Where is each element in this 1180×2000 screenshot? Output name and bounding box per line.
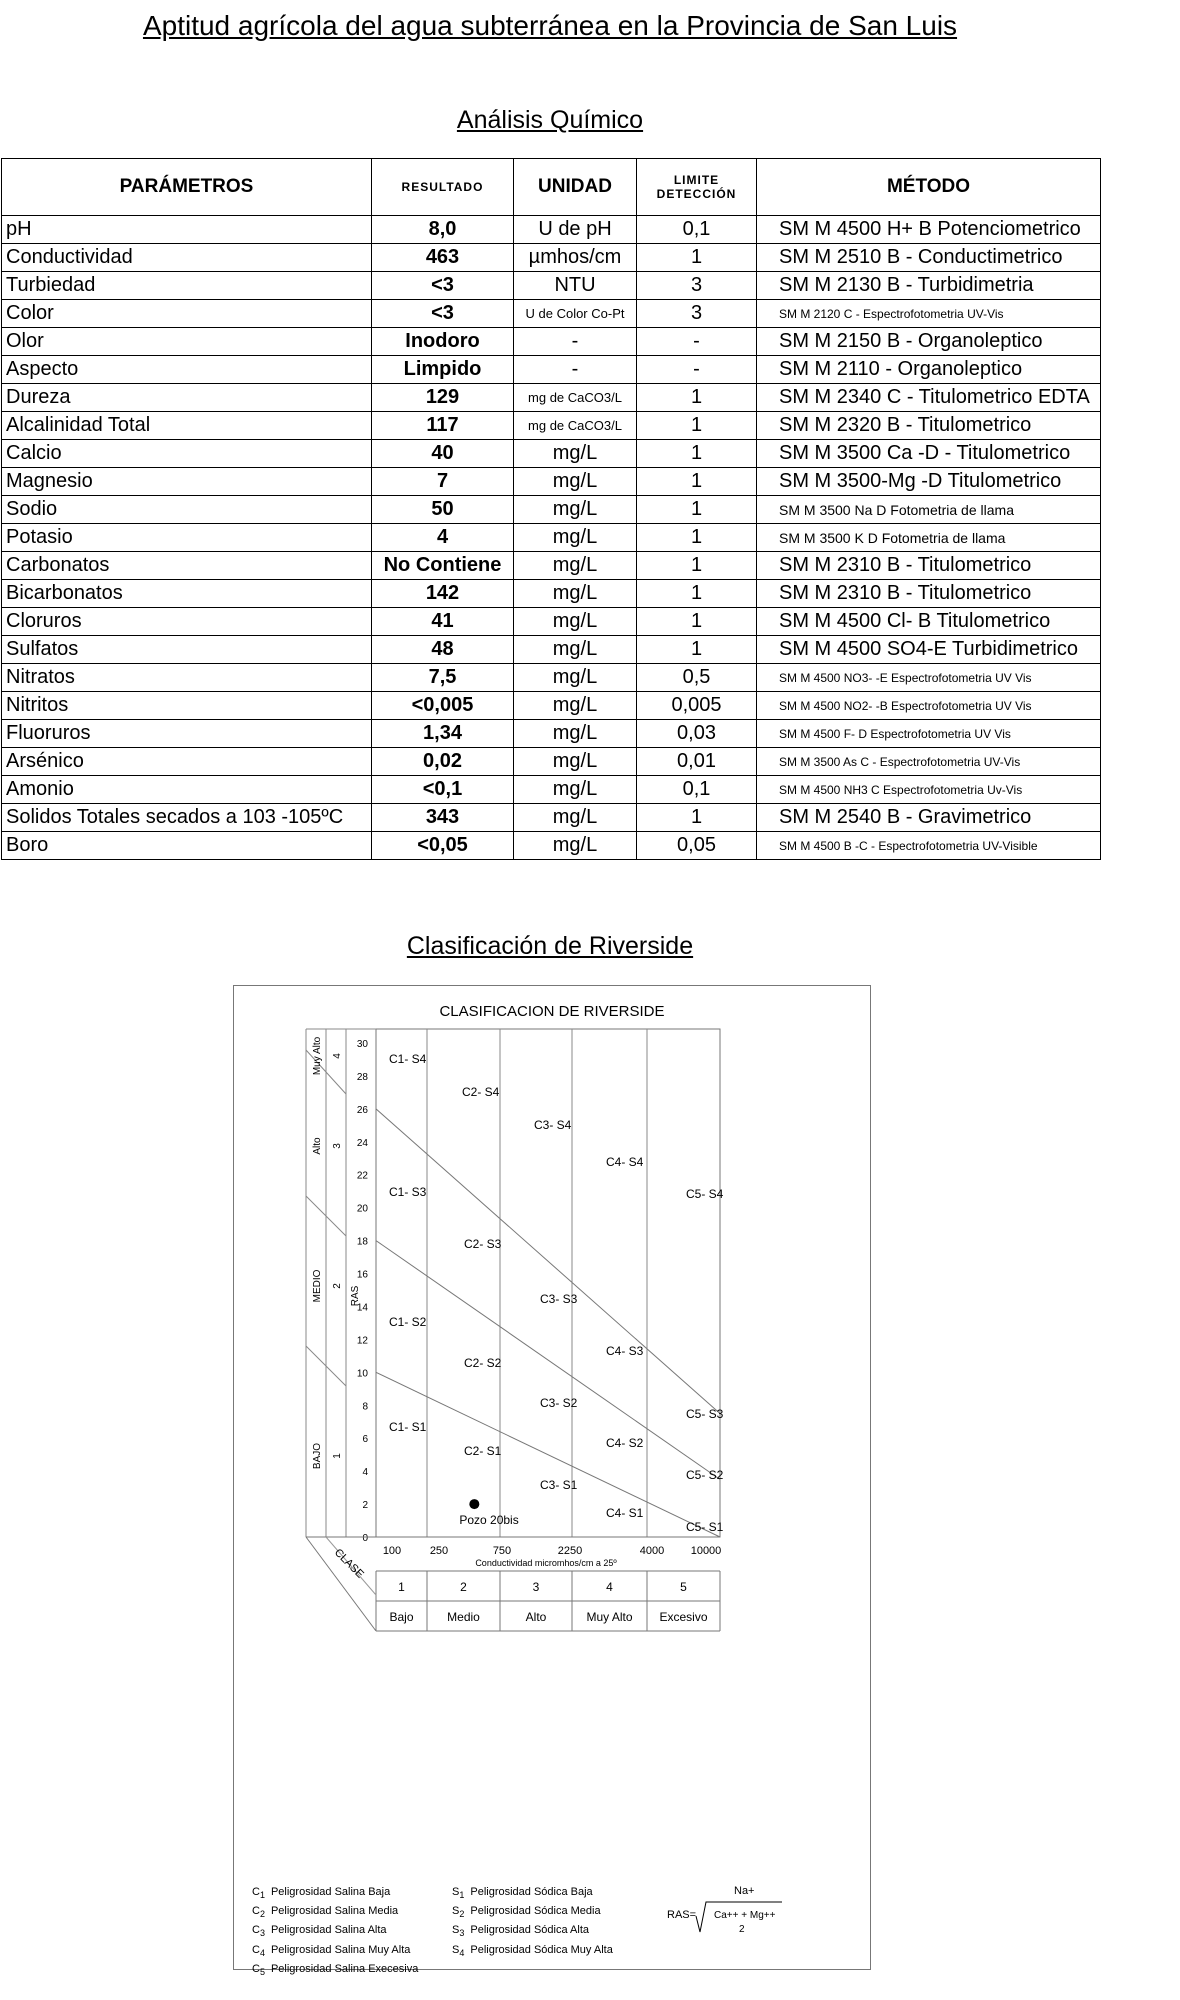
legend-code-sub: 2 — [459, 1909, 465, 1920]
table-row — [2, 776, 1101, 804]
ras-tick-label: 6 — [362, 1434, 368, 1446]
cell-method: SM M 3500 K D Fotometria de llama — [757, 524, 1101, 552]
ras-tick-label: 2 — [362, 1500, 368, 1512]
ras-tick-label: 14 — [356, 1302, 368, 1314]
zone-label: C5- S1 — [686, 1520, 724, 1534]
cell-unit: mg/L — [514, 580, 637, 608]
zone-label: C2- S1 — [464, 1444, 502, 1458]
sodic-level-word: Alto — [312, 1137, 323, 1155]
header-limit-line1: LIMITE — [673, 173, 720, 187]
cell-param: Alcalinidad Total — [2, 412, 372, 440]
legend-text: Peligrosidad Sódica Media — [470, 1905, 601, 1918]
sodicity-legend — [452, 1884, 613, 1961]
class-name: Medio — [447, 1610, 480, 1624]
cell-unit: - — [514, 328, 637, 356]
riverside-section-title: Clasificación de Riverside — [406, 932, 694, 960]
cell-unit: NTU — [514, 272, 637, 300]
class-number: 2 — [460, 1580, 467, 1594]
table-row — [2, 636, 1101, 664]
zone-label: C5- S4 — [686, 1187, 724, 1201]
cell-param: Color — [2, 300, 372, 328]
cell-param: Sulfatos — [2, 636, 372, 664]
analysis-section-title: Análisis Químico — [456, 106, 644, 134]
cell-param: pH — [2, 216, 372, 244]
table-row — [2, 328, 1101, 356]
cell-limit: 0,1 — [637, 776, 757, 804]
legend-code-sub: 2 — [259, 1909, 265, 1920]
legend-item — [452, 1942, 613, 1961]
cell-unit: mg/L — [514, 776, 637, 804]
ras-tick-label: 30 — [356, 1039, 368, 1050]
legend-code: S — [452, 1943, 460, 1956]
cell-param: Amonio — [2, 776, 372, 804]
table-row — [2, 608, 1101, 636]
cell-method: SM M 4500 NO3- -E Espectrofotometria UV Vis — [757, 664, 1101, 692]
class-name: Bajo — [389, 1610, 414, 1624]
cell-param: Fluoruros — [2, 720, 372, 748]
table-row — [2, 496, 1101, 524]
cell-limit: 1 — [637, 412, 757, 440]
cell-limit: 3 — [637, 272, 757, 300]
cell-method: SM M 3500 Na D Fotometria de llama — [757, 496, 1101, 524]
riverside-chart — [233, 985, 871, 1977]
cell-limit: 1 — [637, 804, 757, 832]
legend-item — [252, 1884, 418, 1903]
cell-method: SM M 4500 H+ B Potenciometrico — [757, 216, 1101, 244]
zone-label: C2- S2 — [464, 1356, 502, 1370]
legend-code: C — [252, 1905, 260, 1918]
zone-label: C1- S2 — [389, 1315, 427, 1329]
cell-param: Turbiedad — [2, 272, 372, 300]
cell-param: Dureza — [2, 384, 372, 412]
cell-result: Limpido — [372, 356, 514, 384]
cell-method: SM M 4500 NO2- -B Espectrofotometria UV Vis — [757, 692, 1101, 720]
legend-code-sub: 1 — [259, 1890, 265, 1901]
cell-limit: 1 — [637, 608, 757, 636]
cell-result: 343 — [372, 804, 514, 832]
legend-code-sub: 5 — [259, 1966, 265, 1977]
table-row — [2, 832, 1101, 860]
legend-text: Peligrosidad Salina Media — [270, 1905, 399, 1918]
cell-unit: µmhos/cm — [514, 244, 637, 272]
table-row — [2, 804, 1101, 832]
cell-unit: mg/L — [514, 552, 637, 580]
cell-result: 7,5 — [372, 664, 514, 692]
cell-unit: mg/L — [514, 636, 637, 664]
salinity-legend — [252, 1884, 418, 1980]
cell-limit: 1 — [637, 468, 757, 496]
cell-method: SM M 2340 C - Titulometrico EDTA — [757, 384, 1101, 412]
cell-limit: 1 — [637, 384, 757, 412]
cell-limit: 0,1 — [637, 216, 757, 244]
cell-method: SM M 2310 B - Titulometrico — [757, 580, 1101, 608]
table-row — [2, 524, 1101, 552]
chemical-analysis-table — [1, 158, 1101, 860]
cond-tick-label: 10000 — [690, 1545, 722, 1557]
zone-label: C3- S3 — [540, 1292, 578, 1306]
legend-item — [452, 1922, 613, 1941]
zone-label: C2- S4 — [462, 1085, 500, 1099]
header-method: MÉTODO — [757, 159, 1101, 216]
table-row — [2, 384, 1101, 412]
cell-limit: 1 — [637, 552, 757, 580]
legend-code-sub: 4 — [259, 1947, 265, 1958]
cond-tick-label: 250 — [429, 1545, 449, 1557]
cell-unit: - — [514, 356, 637, 384]
formula-denominator: Ca++ + Mg++ — [714, 1910, 776, 1921]
riverside-chart-svg — [234, 986, 870, 1969]
legend-code: C — [252, 1962, 260, 1975]
cell-param: Carbonatos — [2, 552, 372, 580]
cell-method: SM M 3500 As C - Espectrofotometria UV-Vis — [757, 748, 1101, 776]
table-row — [2, 468, 1101, 496]
cell-param: Solidos Totales secados a 103 -105ºC — [2, 804, 372, 832]
legend-text: Peligrosidad Salina Execesiva — [270, 1962, 419, 1975]
cell-result: Inodoro — [372, 328, 514, 356]
legend-code-sub: 3 — [259, 1928, 265, 1939]
legend-item — [252, 1961, 418, 1980]
formula-denominator-2: 2 — [739, 1924, 745, 1935]
cell-result: 463 — [372, 244, 514, 272]
zone-label: C5- S2 — [686, 1468, 724, 1482]
legend-code: S — [452, 1886, 460, 1898]
cond-axis-label: Conductividad micromhos/cm a 25º — [475, 1558, 617, 1568]
zone-label: C4- S4 — [606, 1155, 644, 1169]
legend-item — [252, 1903, 418, 1922]
cond-tick-label: 100 — [382, 1545, 402, 1557]
cell-limit: 1 — [637, 496, 757, 524]
cell-method: SM M 4500 SO4-E Turbidimetrico — [757, 636, 1101, 664]
cell-limit: - — [637, 356, 757, 384]
cell-param: Conductividad — [2, 244, 372, 272]
zone-label: C3- S1 — [540, 1478, 578, 1492]
formula-numerator: Na+ — [734, 1885, 755, 1897]
legend-code: C — [252, 1943, 260, 1956]
cell-result: No Contiene — [372, 552, 514, 580]
legend-item — [252, 1922, 418, 1941]
table-row — [2, 412, 1101, 440]
cell-unit: mg/L — [514, 720, 637, 748]
cell-result: 41 — [372, 608, 514, 636]
cell-param: Boro — [2, 832, 372, 860]
chart-title: CLASIFICACION DE RIVERSIDE — [439, 1003, 665, 1020]
cell-method: SM M 2130 B - Turbidimetria — [757, 272, 1101, 300]
cell-param: Nitratos — [2, 664, 372, 692]
legend-item — [452, 1903, 613, 1922]
zone-label: C4- S3 — [606, 1344, 644, 1358]
sodic-level-number: 3 — [332, 1143, 343, 1149]
ras-tick-label: 18 — [356, 1236, 368, 1248]
cell-unit: mg/L — [514, 692, 637, 720]
cell-limit: 1 — [637, 524, 757, 552]
ras-tick-label: 26 — [356, 1104, 368, 1116]
zone-label: C3- S4 — [534, 1118, 572, 1132]
sample-label: Pozo 20bis — [459, 1513, 519, 1528]
cell-unit: mg/L — [514, 496, 637, 524]
cell-result: 129 — [372, 384, 514, 412]
cell-param: Sodio — [2, 496, 372, 524]
ras-tick-label: 28 — [356, 1071, 368, 1083]
cell-result: <0,05 — [372, 832, 514, 860]
cell-method: SM M 4500 F- D Espectrofotometria UV Vis — [757, 720, 1101, 748]
table-row — [2, 664, 1101, 692]
sodic-level-number: 4 — [332, 1053, 343, 1059]
legend-text: Peligrosidad Sódica Baja — [470, 1886, 593, 1898]
cell-unit: mg/L — [514, 608, 637, 636]
ras-tick-label: 10 — [356, 1368, 368, 1380]
table-row — [2, 272, 1101, 300]
legend-code: C — [252, 1886, 260, 1898]
zone-label: C1- S4 — [389, 1052, 427, 1066]
cell-method: SM M 4500 NH3 C Espectrofotometria Uv-Vis — [757, 776, 1101, 804]
cell-param: Bicarbonatos — [2, 580, 372, 608]
cell-limit: 1 — [637, 580, 757, 608]
legend-text: Peligrosidad Salina Alta — [270, 1924, 387, 1937]
page-title: Aptitud agrícola del agua subterránea en la Provincia de San Luis — [142, 10, 958, 41]
legend-item — [252, 1942, 418, 1961]
cell-result: <3 — [372, 300, 514, 328]
cell-unit: mg/L — [514, 440, 637, 468]
zone-label: C4- S2 — [606, 1436, 644, 1450]
table-row — [2, 216, 1101, 244]
legend-item — [452, 1884, 613, 1903]
ras-tick-label: 8 — [362, 1401, 368, 1413]
cell-param: Calcio — [2, 440, 372, 468]
cell-unit: mg/L — [514, 804, 637, 832]
cell-result: <0,005 — [372, 692, 514, 720]
header-result: RESULTADO — [372, 159, 514, 216]
cell-result: 1,34 — [372, 720, 514, 748]
cell-result: 0,02 — [372, 748, 514, 776]
zone-label: C1- S3 — [389, 1185, 427, 1199]
cell-unit: mg/L — [514, 468, 637, 496]
cond-tick-label: 4000 — [639, 1545, 665, 1557]
cell-result: 50 — [372, 496, 514, 524]
cell-limit: 1 — [637, 244, 757, 272]
legend-code-sub: 1 — [459, 1890, 465, 1901]
zone-label: C1- S1 — [389, 1420, 427, 1434]
cell-method: SM M 3500-Mg -D Titulometrico — [757, 468, 1101, 496]
zone-label: C2- S3 — [464, 1237, 502, 1251]
cell-unit: mg de CaCO3/L — [514, 412, 637, 440]
sodic-level-word: BAJO — [312, 1442, 323, 1470]
table-row — [2, 356, 1101, 384]
cell-method: SM M 4500 Cl- B Titulometrico — [757, 608, 1101, 636]
table-row — [2, 440, 1101, 468]
sample-point — [469, 1499, 479, 1509]
cell-result: 8,0 — [372, 216, 514, 244]
legend-text: Peligrosidad Salina Muy Alta — [270, 1943, 411, 1956]
header-param: PARÁMETROS — [2, 159, 372, 216]
cell-limit: - — [637, 328, 757, 356]
cell-method: SM M 3500 Ca -D - Titulometrico — [757, 440, 1101, 468]
table-row — [2, 580, 1101, 608]
sodic-level-word: MEDIO — [312, 1269, 323, 1303]
cell-unit: mg/L — [514, 748, 637, 776]
table-row — [2, 720, 1101, 748]
table-header-row — [2, 159, 1101, 216]
cell-result: 117 — [372, 412, 514, 440]
ras-axis-label: RAS — [350, 1285, 361, 1307]
cell-param: Potasio — [2, 524, 372, 552]
cell-limit: 1 — [637, 440, 757, 468]
header-limit-line2: DETECCIÓN — [656, 187, 737, 201]
legend-code-sub: 3 — [459, 1928, 465, 1939]
table-row — [2, 748, 1101, 776]
class-name: Excesivo — [659, 1610, 708, 1624]
legend-text: Peligrosidad Sódica Muy Alta — [470, 1943, 613, 1956]
zone-label: C5- S3 — [686, 1407, 724, 1421]
cond-tick-label: 2250 — [557, 1545, 583, 1557]
sodic-level-number: 2 — [332, 1283, 343, 1289]
formula-lhs: RAS= — [667, 1909, 697, 1921]
ras-tick-label: 22 — [356, 1170, 368, 1182]
legend-code: S — [452, 1924, 460, 1937]
cell-result: <0,1 — [372, 776, 514, 804]
cell-method: SM M 2150 B - Organoleptico — [757, 328, 1101, 356]
class-number: 4 — [606, 1580, 613, 1594]
ras-tick-label: 16 — [356, 1269, 368, 1281]
zone-label: C3- S2 — [540, 1396, 578, 1410]
cell-limit: 0,01 — [637, 748, 757, 776]
table-body — [2, 216, 1101, 860]
cell-param: Cloruros — [2, 608, 372, 636]
ras-tick-label: 12 — [356, 1335, 368, 1347]
cell-unit: U de Color Co-Pt — [514, 300, 637, 328]
cell-limit: 0,03 — [637, 720, 757, 748]
table-row — [2, 300, 1101, 328]
table-row — [2, 692, 1101, 720]
class-number: 3 — [532, 1580, 540, 1594]
class-number: 1 — [398, 1580, 405, 1594]
plot-frame — [376, 1029, 720, 1537]
cell-unit: U de pH — [514, 216, 637, 244]
ras-tick-label: 20 — [356, 1203, 368, 1215]
cell-method: SM M 2310 B - Titulometrico — [757, 552, 1101, 580]
cell-param: Aspecto — [2, 356, 372, 384]
sodic-level-number: 1 — [332, 1453, 343, 1459]
table-row — [2, 552, 1101, 580]
cond-tick-label: 750 — [492, 1545, 512, 1557]
cell-limit: 0,5 — [637, 664, 757, 692]
header-unit: UNIDAD — [514, 159, 637, 216]
cell-result: 142 — [372, 580, 514, 608]
cell-unit: mg/L — [514, 664, 637, 692]
sodic-level-word: Muy Alto — [312, 1036, 323, 1076]
cell-method: SM M 2510 B - Conductimetrico — [757, 244, 1101, 272]
cell-method: SM M 2540 B - Gravimetrico — [757, 804, 1101, 832]
cell-result: 4 — [372, 524, 514, 552]
header-limit — [637, 159, 757, 216]
table-row — [2, 244, 1101, 272]
cell-limit: 0,005 — [637, 692, 757, 720]
cell-param: Arsénico — [2, 748, 372, 776]
cell-limit: 1 — [637, 636, 757, 664]
class-name: Muy Alto — [586, 1610, 633, 1624]
legend-code: C — [252, 1924, 260, 1937]
cell-limit: 3 — [637, 300, 757, 328]
cell-param: Olor — [2, 328, 372, 356]
cell-result: <3 — [372, 272, 514, 300]
cell-unit: mg/L — [514, 832, 637, 860]
ras-tick-label: 4 — [362, 1467, 368, 1479]
cell-method: SM M 2320 B - Titulometrico — [757, 412, 1101, 440]
sodic-boundary-line — [376, 1109, 720, 1414]
legend-code: S — [452, 1905, 460, 1918]
legend-code-sub: 4 — [459, 1947, 465, 1958]
cell-method: SM M 4500 B -C - Espectrofotometria UV-Visible — [757, 832, 1101, 860]
legend-text: Peligrosidad Sódica Alta — [470, 1924, 589, 1937]
sodic-boundary-line — [376, 1241, 720, 1480]
class-number: 5 — [680, 1580, 687, 1594]
cell-method: SM M 2120 C - Espectrofotometria UV-Vis — [757, 300, 1101, 328]
cell-param: Nitritos — [2, 692, 372, 720]
cell-unit: mg/L — [514, 524, 637, 552]
cell-limit: 0,05 — [637, 832, 757, 860]
zone-label: C4- S1 — [606, 1506, 644, 1520]
clase-label: CLASE — [331, 1546, 366, 1581]
cell-result: 7 — [372, 468, 514, 496]
ras-tick-label: 0 — [362, 1533, 368, 1544]
class-name: Alto — [525, 1610, 547, 1624]
cell-unit: mg de CaCO3/L — [514, 384, 637, 412]
cell-param: Magnesio — [2, 468, 372, 496]
ras-tick-label: 24 — [356, 1137, 368, 1149]
cell-result: 48 — [372, 636, 514, 664]
cell-result: 40 — [372, 440, 514, 468]
legend-text: Peligrosidad Salina Baja — [270, 1886, 391, 1898]
cell-method: SM M 2110 - Organoleptico — [757, 356, 1101, 384]
